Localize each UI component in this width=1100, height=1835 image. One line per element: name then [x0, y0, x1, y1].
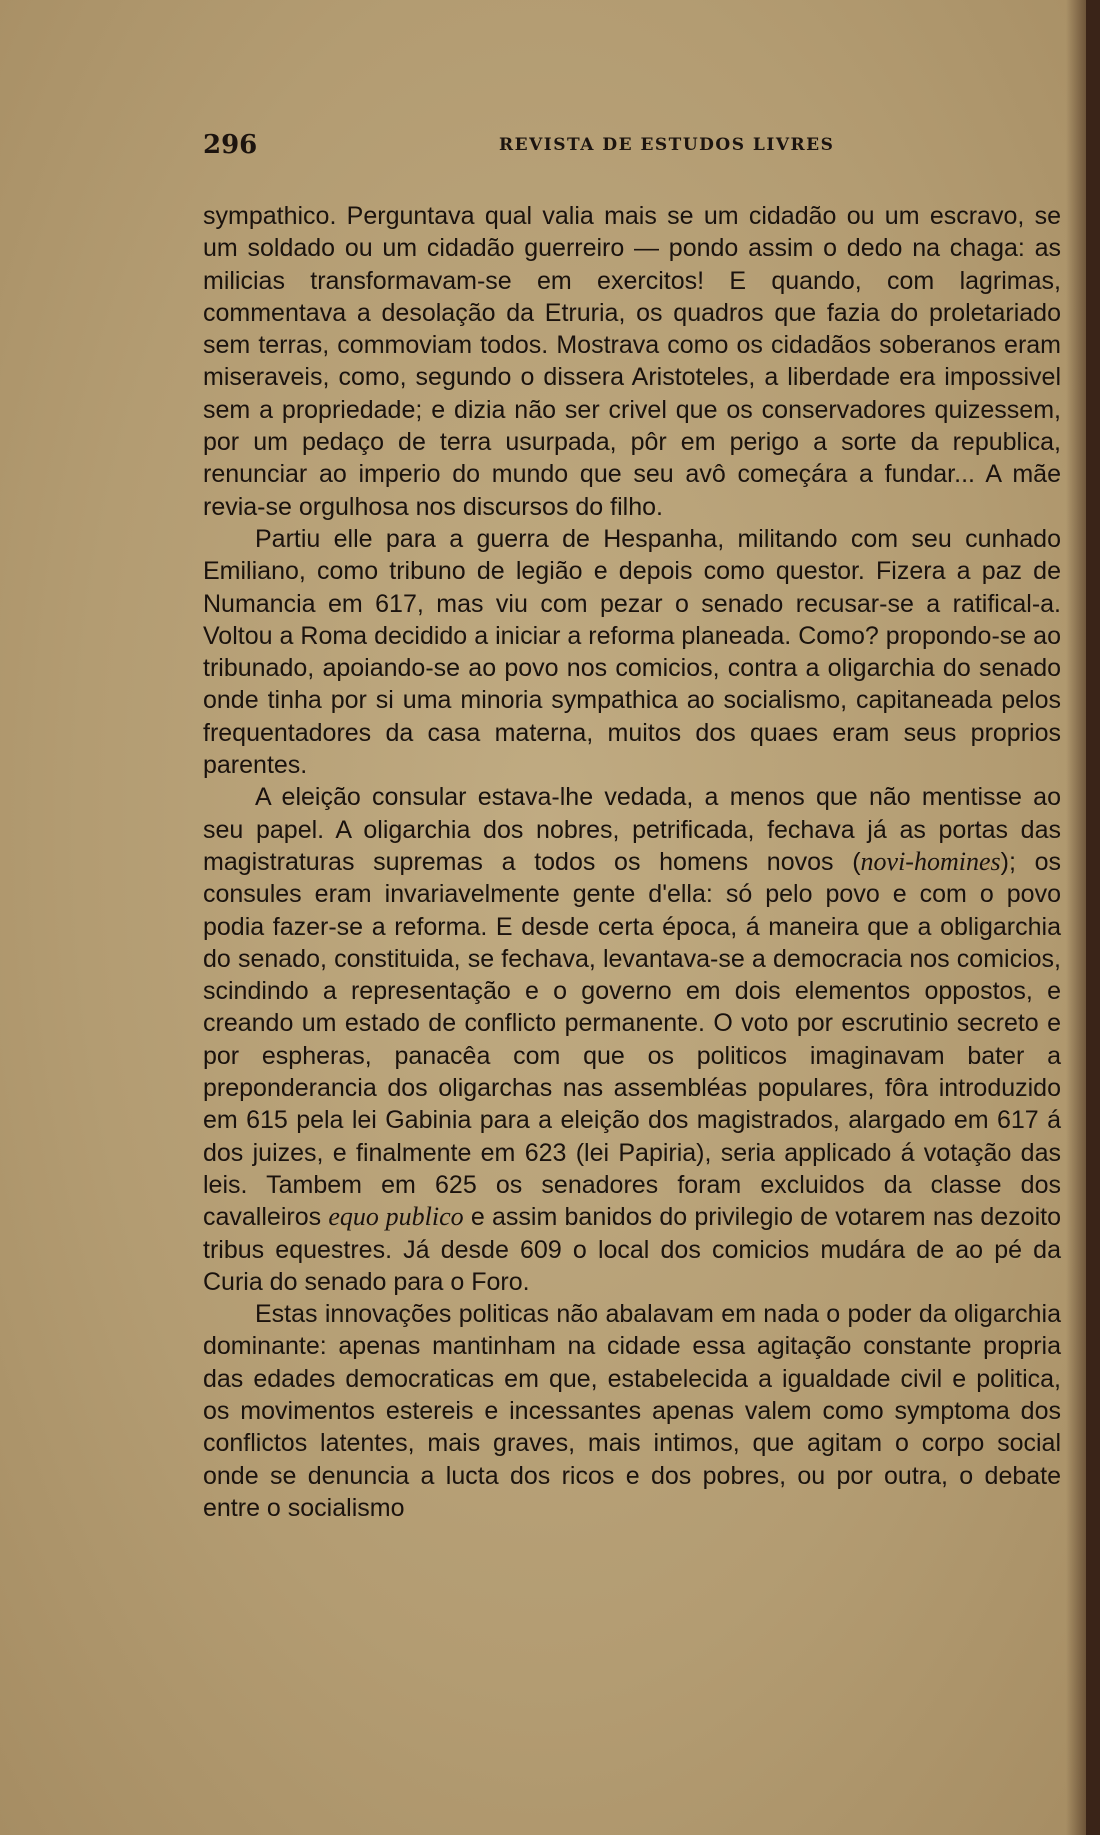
- running-title: REVISTA DE ESTUDOS LIVRES: [499, 135, 835, 155]
- paragraph-3-text-b: ); os consules eram invariavelmente gente d'ella: só pelo povo e com o povo podia fazer-se a reforma. E desde certa época, á maneira que a obligarchia do senado, constituida, se fechava, levantava-se a democracia nos comicios, scindindo a representação e o governo em dois elementos oppostos, e creando um estado de conflicto permanente. O voto por escrutinio secreto e por espheras, panacêa com que os politicos imaginavam bater a preponderancia dos oligarchas nas assembléas populares, fôra introduzido em 615 pela lei Gabinia para a eleição dos magistrados, alargado em 617 á dos juizes, e finalmente em 623 (lei Papiria), seria applicado á votação das leis. Tambem em 625 os senadores foram excluidos da classe dos cavalleiros: [203, 847, 1061, 1232]
- page-number: 296: [203, 130, 258, 160]
- paragraph-4: Estas innovações politicas não abalavam em nada o poder da oligarchia dominante: apenas mantinham na cidade essa agitação constante propria das edades democraticas em que, estabelecida a igualdade civil e politica, os movimentos estereis e incessantes apenas valem como symptoma dos conflictos latentes, mais graves, mais intimos, que agitam o corpo social onde se denuncia a lucta dos ricos e dos pobres, ou por outra, o debate entre o socialismo: [203, 1300, 1061, 1522]
- paragraph-3: [203, 781, 1061, 1298]
- paragraph-3-text-a: A eleição consular estava-lhe vedada, a menos que não mentisse ao seu papel. A oligarchia dos nobres, petrificada, fechava já as portas das magistraturas supremas a todos os homens novos (: [203, 783, 1061, 876]
- body-text: [203, 200, 1061, 1524]
- page-header: [203, 130, 1073, 162]
- paragraph-3-text-c: e assim banidos do privilegio de votarem nas dezoito tribus equestres. Já desde 609 o local dos comicios mudára de ao pé da Curia do senado para o Foro.: [203, 1203, 1061, 1296]
- paragraph-1: sympathico. Perguntava qual valia mais se um cidadão ou um escravo, se um soldado ou um cidadão guerreiro — pondo assim o dedo na chaga: as milicias transformavam-se em exercitos! E quando, com lagrimas, commentava a desolação da Etruria, os quadros que fazia do proletariado sem terras, commoviam todos. Mostrava como os cidadãos soberanos eram miseraveis, como, segundo o dissera Aristoteles, a liberdade era impossivel sem a propriedade; e dizia não ser crivel que os conservadores quizessem, por um pedaço de terra usurpada, pôr em perigo a sorte da republica, renunciar ao imperio do mundo que seu avô começára a fundar... A mãe revia-se orgulhosa nos discursos do filho.: [203, 202, 1061, 521]
- italic-equo-publico: equo publico: [328, 1202, 464, 1232]
- book-spine-edge: [1086, 0, 1100, 1835]
- paragraph-2: Partiu elle para a guerra de Hespanha, militando com seu cunhado Emiliano, como tribuno de legião e depois como questor. Fizera a paz de Numancia em 617, mas viu com pezar o senado recusar-se a ratifical-a. Voltou a Roma decidido a iniciar a reforma planeada. Como? propondo-se ao tribunado, apoiando-se ao povo nos comicios, contra a oligarchia do senado onde tinha por si uma minoria sympathica ao socialismo, capitaneada pelos frequentadores da casa materna, muitos dos quaes eram seus proprios parentes.: [203, 524, 1061, 780]
- italic-novi-homines: novi-homines: [860, 846, 1001, 876]
- page-edge-shadow: [1066, 0, 1086, 1835]
